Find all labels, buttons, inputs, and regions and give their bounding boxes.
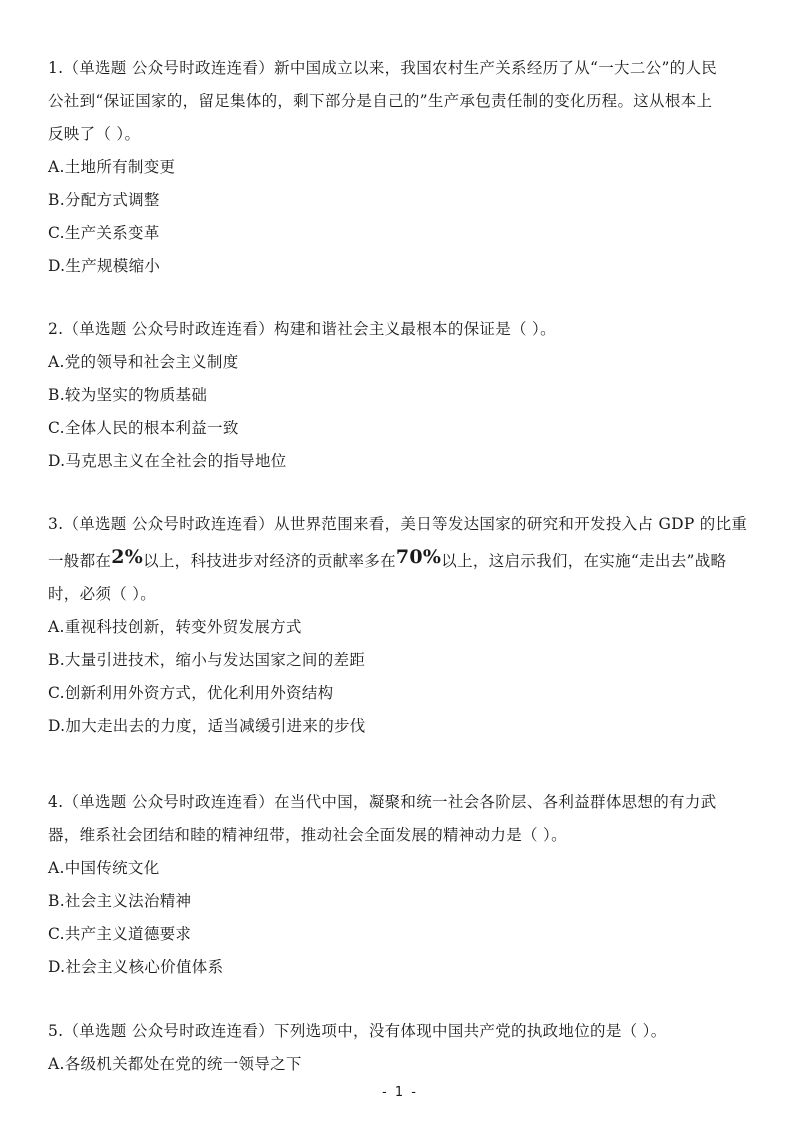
question-4-option-a: A.中国传统文化 [48, 859, 160, 877]
question-5-option-a: A.各级机关都处在党的统一领导之下 [48, 1055, 302, 1073]
question-5-stem-line-1: 5.（单选题 公众号时政连连看）下列选项中，没有体现中国共产党的执政地位的是（ ）。 [48, 1022, 667, 1040]
question-4-stem-line-1: 4.（单选题 公众号时政连连看）在当代中国，凝聚和统一社会各阶层、各利益群体思想的有力武 [48, 793, 717, 811]
question-3-stem-line-2-a: 一般都在 [48, 552, 112, 570]
question-3 [48, 508, 758, 743]
question-3-option-a: A.重视科技创新，转变外贸发展方式 [48, 618, 302, 636]
question-1-stem-line-2: 公社到“保证国家的，留足集体的，剩下部分是自己的”生产承包责任制的变化历程。这从根本上 [48, 92, 713, 110]
question-1-stem-line-1: 1.（单选题 公众号时政连连看）新中国成立以来，我国农村生产关系经历了从“一大二公”的人民 [48, 59, 718, 77]
question-2-option-c: C.全体人民的根本利益一致 [48, 419, 239, 437]
question-3-percent-2: 70% [395, 546, 442, 568]
question-5 [48, 1015, 758, 1081]
question-3-option-c: C.创新利用外资方式，优化利用外资结构 [48, 684, 334, 702]
question-3-stem-line-3: 时，必须（ ）。 [48, 585, 157, 603]
question-2-option-b: B.较为坚实的物质基础 [48, 386, 208, 404]
question-4-option-c: C.共产主义道德要求 [48, 925, 192, 943]
question-3-percent-1: 2% [111, 546, 144, 568]
question-4 [48, 786, 758, 984]
question-3-option-b: B.大量引进技术，缩小与发达国家之间的差距 [48, 651, 366, 669]
question-3-stem-line-2 [48, 541, 758, 578]
question-3-stem-line-2-c: 以上，这启示我们，在实施“走出去”战略 [441, 552, 727, 570]
question-4-option-d: D.社会主义核心价值体系 [48, 958, 224, 976]
question-4-option-b: B.社会主义法治精神 [48, 892, 192, 910]
question-2-option-a: A.党的领导和社会主义制度 [48, 353, 239, 371]
question-1-option-d: D.生产规模缩小 [48, 257, 161, 275]
question-2 [48, 313, 758, 478]
question-1-stem-line-3: 反映了（ ）。 [48, 125, 141, 143]
question-1-option-b: B.分配方式调整 [48, 191, 160, 209]
question-1-option-c: C.生产关系变革 [48, 224, 160, 242]
question-3-stem-line-2-b: 以上，科技进步对经济的贡献率多在 [143, 552, 396, 570]
page-number: - 1 - [382, 1085, 418, 1100]
question-1-option-a: A.土地所有制变更 [48, 158, 176, 176]
question-3-stem-line-1: 3.（单选题 公众号时政连连看）从世界范围来看，美日等发达国家的研究和开发投入占 GDP 的比重 [48, 515, 748, 533]
question-2-option-d: D.马克思主义在全社会的指导地位 [48, 452, 287, 470]
question-4-stem-line-2: 器，维系社会团结和睦的精神纽带，推动社会全面发展的精神动力是（ ）。 [48, 826, 567, 844]
question-2-stem-line-1: 2.（单选题 公众号时政连连看）构建和谐社会主义最根本的保证是（ ）。 [48, 320, 556, 338]
question-1 [48, 52, 758, 283]
question-3-option-d: D.加大走出去的力度，适当减缓引进来的步伐 [48, 717, 366, 735]
